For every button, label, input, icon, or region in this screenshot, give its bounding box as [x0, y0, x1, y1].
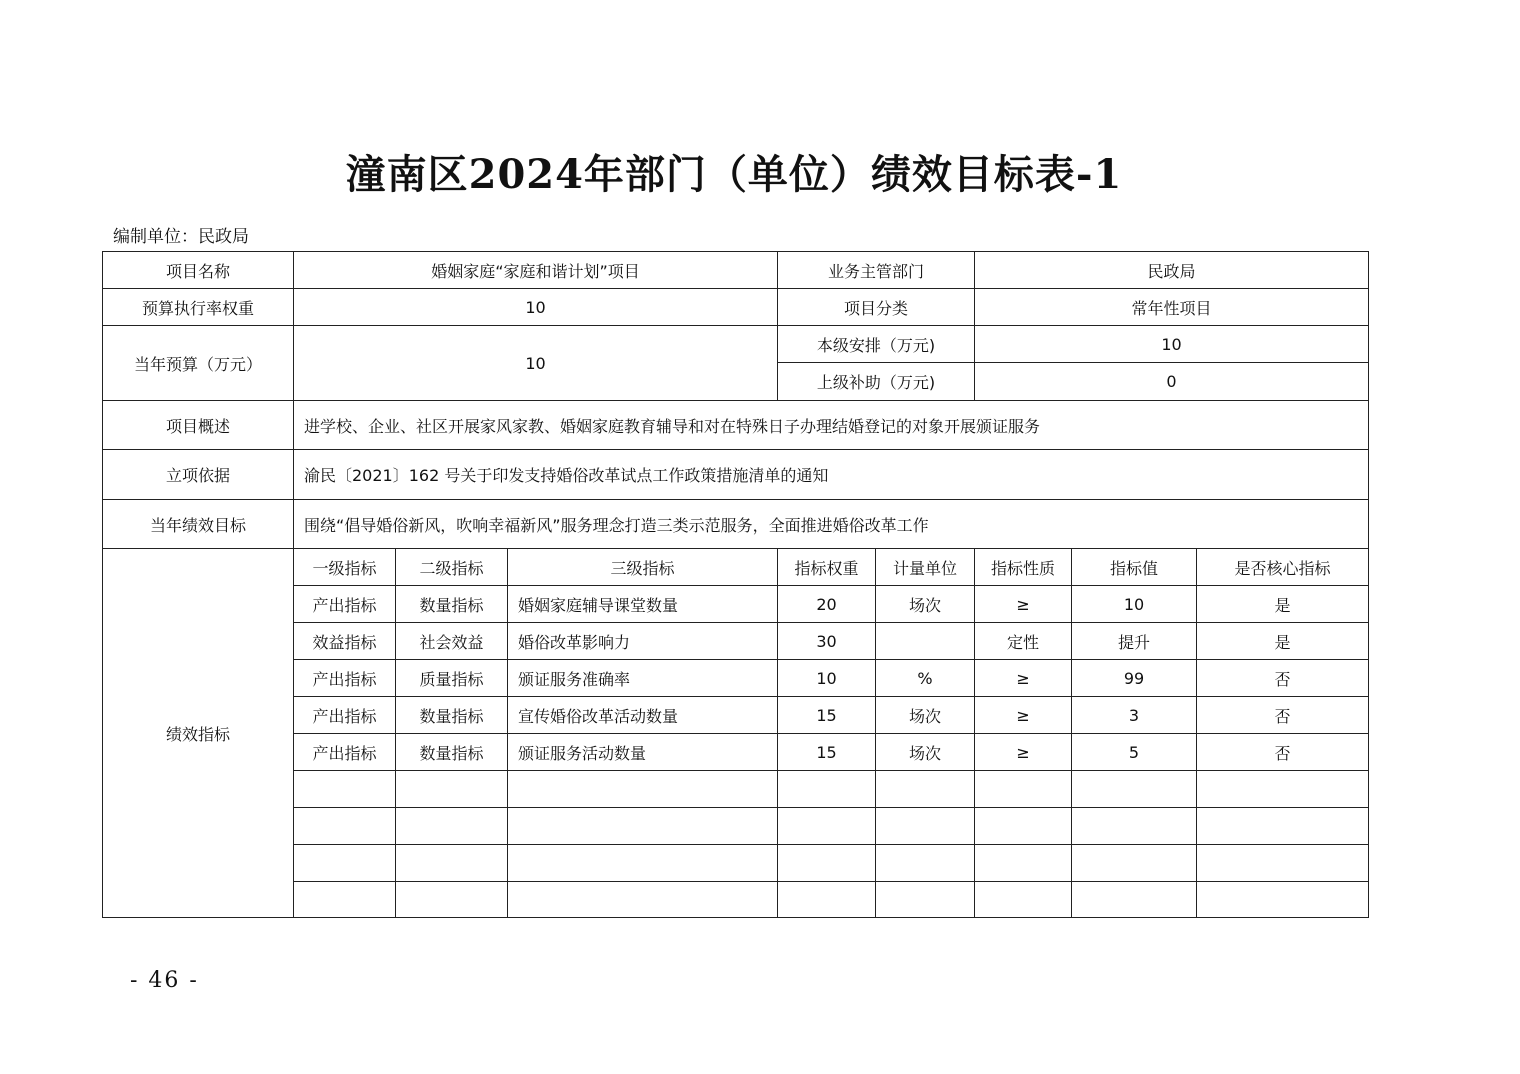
cell-core: 是 — [1197, 586, 1369, 623]
project-name-value: 婚姻家庭“家庭和谐计划”项目 — [294, 252, 778, 289]
cell-level3: 颁证服务准确率 — [508, 660, 778, 697]
cell-core: 是 — [1197, 623, 1369, 660]
cell-weight: 15 — [778, 734, 876, 771]
budget-value: 10 — [294, 326, 778, 401]
cell-weight: 20 — [778, 586, 876, 623]
cell-core: 否 — [1197, 660, 1369, 697]
indicators-section-label: 绩效指标 — [103, 549, 294, 918]
compiling-unit: 编制单位：民政局 — [113, 227, 249, 247]
cell-level3: 婚俗改革影响力 — [508, 623, 778, 660]
row-overview — [103, 401, 1369, 450]
basis-label: 立项依据 — [103, 450, 294, 500]
page-number: - 46 - — [130, 968, 199, 993]
row-budget-local — [103, 326, 1369, 363]
cell-level1: 效益指标 — [294, 623, 396, 660]
cell-value: 10 — [1072, 586, 1197, 623]
cell-value: 3 — [1072, 697, 1197, 734]
cell-weight: 10 — [778, 660, 876, 697]
row-project-name — [103, 252, 1369, 289]
cell-nature: ≥ — [975, 734, 1072, 771]
header-value: 指标值 — [1072, 549, 1197, 586]
header-nature: 指标性质 — [975, 549, 1072, 586]
cell-value: 99 — [1072, 660, 1197, 697]
cell-level3: 颁证服务活动数量 — [508, 734, 778, 771]
row-goal — [103, 500, 1369, 549]
local-budget-value: 10 — [975, 326, 1369, 363]
header-core: 是否核心指标 — [1197, 549, 1369, 586]
header-weight: 指标权重 — [778, 549, 876, 586]
cell-level3: 婚姻家庭辅导课堂数量 — [508, 586, 778, 623]
cell-level2: 社会效益 — [396, 623, 508, 660]
category-value: 常年性项目 — [975, 289, 1369, 326]
cell-level2: 质量指标 — [396, 660, 508, 697]
row-weight — [103, 289, 1369, 326]
cell-weight: 30 — [778, 623, 876, 660]
header-level1: 一级指标 — [294, 549, 396, 586]
goal-label: 当年绩效目标 — [103, 500, 294, 549]
cell-nature: 定性 — [975, 623, 1072, 660]
cell-level1: 产出指标 — [294, 734, 396, 771]
budget-label: 当年预算（万元） — [103, 326, 294, 401]
cell-nature: ≥ — [975, 697, 1072, 734]
cell-level3: 宣传婚俗改革活动数量 — [508, 697, 778, 734]
header-unit: 计量单位 — [876, 549, 975, 586]
local-budget-label: 本级安排（万元) — [778, 326, 975, 363]
cell-unit: 场次 — [876, 697, 975, 734]
cell-unit — [876, 623, 975, 660]
cell-value: 5 — [1072, 734, 1197, 771]
weight-label: 预算执行率权重 — [103, 289, 294, 326]
cell-level1: 产出指标 — [294, 697, 396, 734]
cell-level2: 数量指标 — [396, 586, 508, 623]
overview-label: 项目概述 — [103, 401, 294, 450]
indicator-header-row — [103, 549, 1369, 586]
performance-target-table — [102, 251, 1369, 918]
upper-subsidy-value: 0 — [975, 363, 1369, 401]
cell-unit: 场次 — [876, 734, 975, 771]
row-basis — [103, 450, 1369, 500]
cell-level1: 产出指标 — [294, 660, 396, 697]
cell-nature: ≥ — [975, 660, 1072, 697]
header-level2: 二级指标 — [396, 549, 508, 586]
cell-unit: % — [876, 660, 975, 697]
cell-core: 否 — [1197, 734, 1369, 771]
cell-weight: 15 — [778, 697, 876, 734]
header-level3: 三级指标 — [508, 549, 778, 586]
cell-level2: 数量指标 — [396, 734, 508, 771]
upper-subsidy-label: 上级补助（万元) — [778, 363, 975, 401]
dept-value: 民政局 — [975, 252, 1369, 289]
cell-value: 提升 — [1072, 623, 1197, 660]
document-title: 潼南区2024年部门（单位）绩效目标表-1 — [345, 151, 1123, 198]
cell-level2: 数量指标 — [396, 697, 508, 734]
goal-value: 围绕“倡导婚俗新风，吹响幸福新风”服务理念打造三类示范服务，全面推进婚俗改革工作 — [294, 500, 1369, 549]
basis-value: 渝民〔2021〕162 号关于印发支持婚俗改革试点工作政策措施清单的通知 — [294, 450, 1369, 500]
cell-level1: 产出指标 — [294, 586, 396, 623]
project-name-label: 项目名称 — [103, 252, 294, 289]
overview-value: 进学校、企业、社区开展家风家教、婚姻家庭教育辅导和对在特殊日子办理结婚登记的对象开展颁证服务 — [294, 401, 1369, 450]
cell-core: 否 — [1197, 697, 1369, 734]
cell-unit: 场次 — [876, 586, 975, 623]
weight-value: 10 — [294, 289, 778, 326]
category-label: 项目分类 — [778, 289, 975, 326]
dept-label: 业务主管部门 — [778, 252, 975, 289]
cell-nature: ≥ — [975, 586, 1072, 623]
